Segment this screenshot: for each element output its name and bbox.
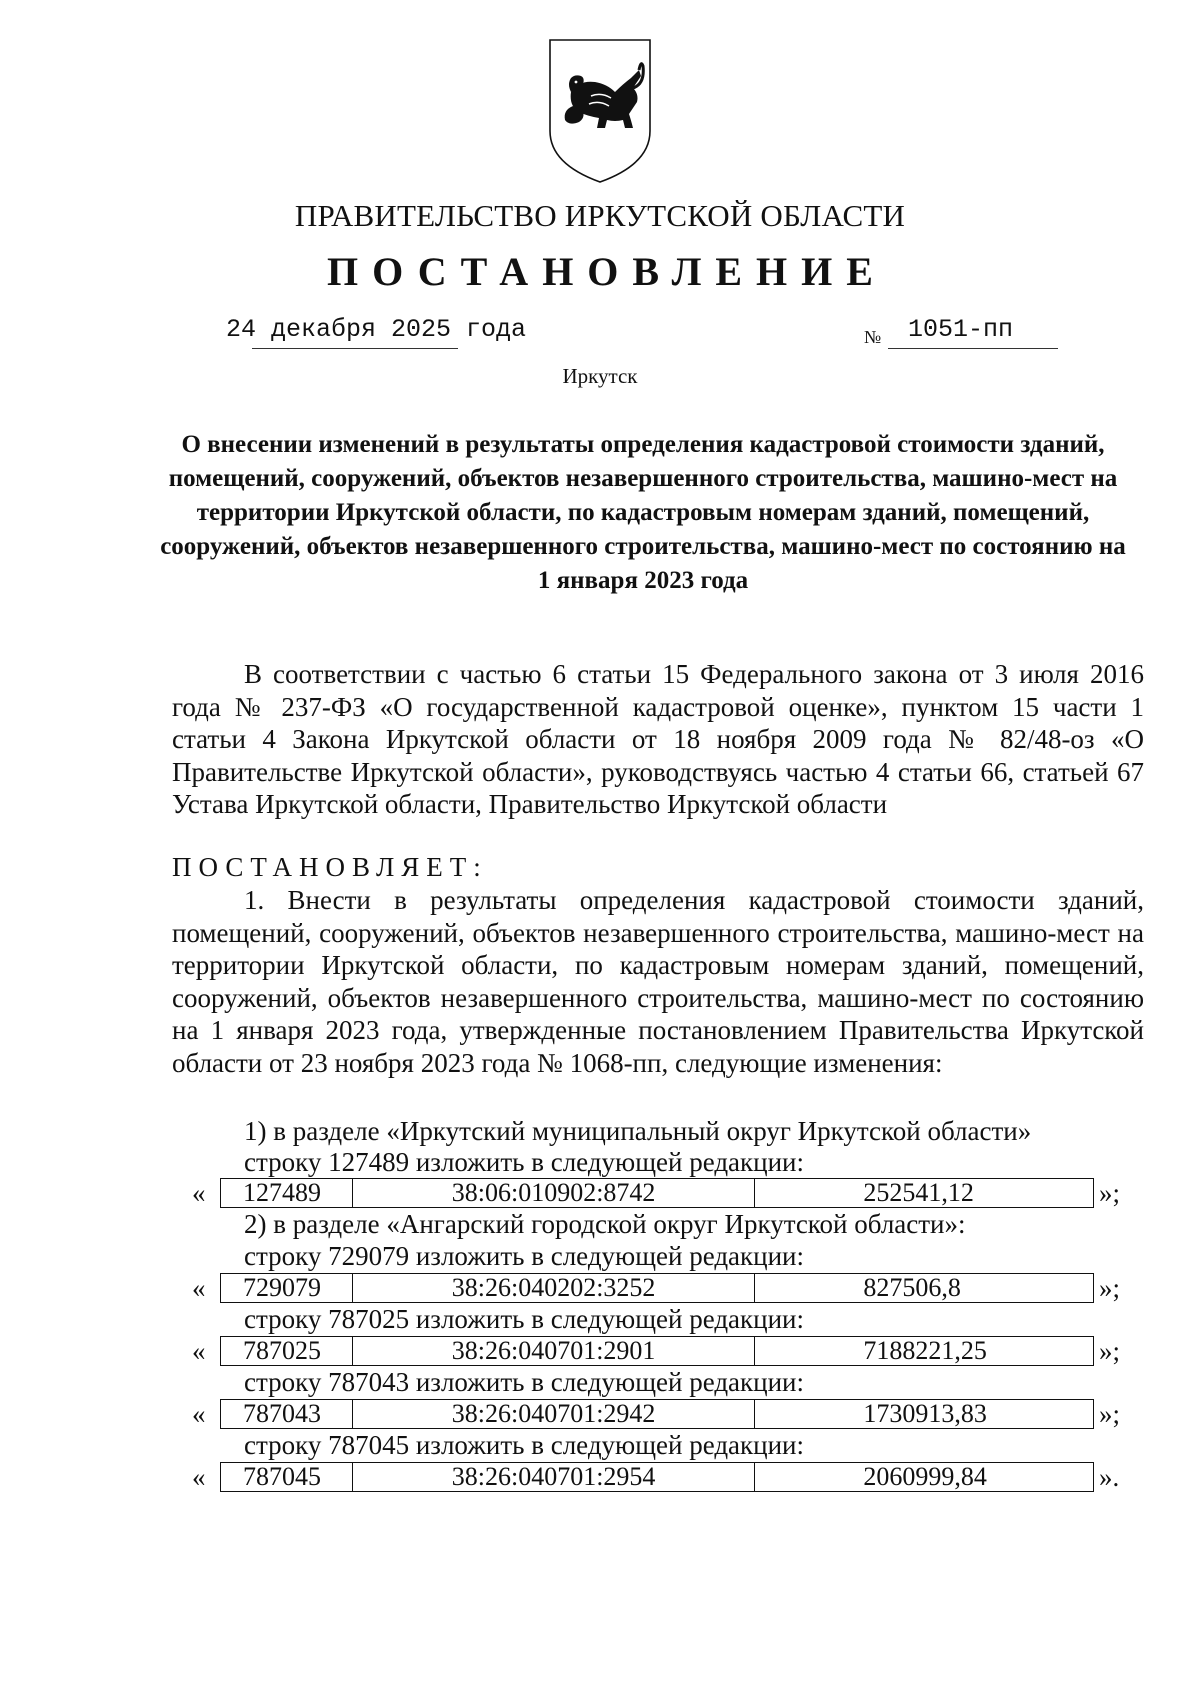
preamble-paragraph: В соответствии с частью 6 статьи 15 Федерального закона от 3 июля 2016 года № 237-ФЗ «О государственной кадастровой оценке», пунктом 15 части 1 статьи 4 Закона Иркутской области от 18 ноября 2009 года № 82/48-оз «О Правительстве Иркутской области», руководствуясь частью 4 статьи 66, статьей 67 Устава Иркутской области, Правительство Иркутской области (172, 659, 1144, 819)
close-quote: »; (1099, 1336, 1121, 1366)
resolution-heading: О внесении изменений в результаты определения кадастровой стоимости зданий, помещений, сооружений, объектов незавершенного строительства, машино-мест на территории Иркутской области, по кадастровым номерам зданий, помещений, сооружений, объектов незавершенного строительства, машино-мест по состоянию на 1 января 2023 года (160, 431, 1126, 594)
document-date: 24 декабря 2025 года (226, 315, 527, 344)
table-row (192, 1399, 1124, 1429)
row-label: строку 787025 изложить в следующей редакции: (244, 1304, 805, 1334)
number-underline (888, 348, 1058, 349)
city-name: Иркутск (562, 364, 638, 388)
table-row (192, 1336, 1124, 1366)
close-quote: ». (1099, 1462, 1120, 1492)
table-row (192, 1178, 1124, 1208)
row-cells (220, 1336, 1094, 1366)
cadastral-number-cell: 38:06:010902:8742 (353, 1179, 755, 1207)
close-quote: »; (1099, 1178, 1121, 1208)
row-id-cell: 787043 (221, 1400, 353, 1428)
decides-keyword: ПОСТАНОВЛЯЕТ: (172, 852, 488, 882)
cadastral-number-cell: 38:26:040202:3252 (353, 1274, 755, 1302)
subitem-2-text: 2) в разделе «Ангарский городской округ Иркутской области»: (244, 1209, 966, 1239)
open-quote: « (192, 1273, 206, 1303)
cadastral-value-cell: 1730913,83 (863, 1399, 987, 1428)
close-quote: »; (1099, 1399, 1121, 1429)
open-quote: « (192, 1178, 206, 1208)
cadastral-value-cell: 827506,8 (863, 1273, 961, 1302)
number-sign: № (864, 327, 882, 347)
row-cells (220, 1273, 1094, 1303)
open-quote: « (192, 1336, 206, 1366)
row-label: строку 787043 изложить в следующей редакции: (244, 1367, 805, 1397)
cadastral-value-cell: 252541,12 (863, 1178, 974, 1207)
item-1-paragraph: 1. Внести в результаты определения кадастровой стоимости зданий, помещений, сооружений, объектов незавершенного строительства, машино-мест на территории Иркутской области, по кадастровым номерам зданий, помещений, сооружений, объектов незавершенного строительства, машино-мест по состоянию на 1 января 2023 года, утвержденные постановлением Правительства Иркутской области от 23 ноября 2023 года № 1068-пп, следующие изменения: (172, 885, 1144, 1078)
table-row (192, 1273, 1124, 1303)
document-number: 1051-пп (908, 315, 1014, 344)
cadastral-number-cell: 38:26:040701:2901 (353, 1337, 755, 1365)
coat-of-arms-emblem (545, 36, 655, 186)
row-id-cell: 787025 (221, 1337, 353, 1365)
row-id-cell: 787045 (221, 1463, 353, 1491)
row-cells (220, 1462, 1094, 1492)
close-quote: »; (1099, 1273, 1121, 1303)
document-type-title: ПОСТАНОВЛЕНИЕ (327, 249, 887, 294)
open-quote: « (192, 1462, 206, 1492)
cadastral-value-cell: 7188221,25 (863, 1336, 987, 1365)
row-id-cell: 729079 (221, 1274, 353, 1302)
row-label: строку 127489 изложить в следующей редакции: (244, 1147, 805, 1177)
row-cells (220, 1399, 1094, 1429)
row-cells (220, 1178, 1094, 1208)
subitem-1-text: 1) в разделе «Иркутский муниципальный округ Иркутской области» (244, 1116, 1032, 1146)
open-quote: « (192, 1399, 206, 1429)
government-name: ПРАВИТЕЛЬСТВО ИРКУТСКОЙ ОБЛАСТИ (294, 198, 906, 233)
cadastral-value-cell: 2060999,84 (863, 1462, 987, 1491)
cadastral-number-cell: 38:26:040701:2954 (353, 1463, 755, 1491)
table-row (192, 1462, 1124, 1492)
row-label: строку 729079 изложить в следующей редакции: (244, 1241, 805, 1271)
date-underline (252, 348, 458, 349)
row-label: строку 787045 изложить в следующей редакции: (244, 1430, 805, 1460)
cadastral-number-cell: 38:26:040701:2942 (353, 1400, 755, 1428)
row-id-cell: 127489 (221, 1179, 353, 1207)
